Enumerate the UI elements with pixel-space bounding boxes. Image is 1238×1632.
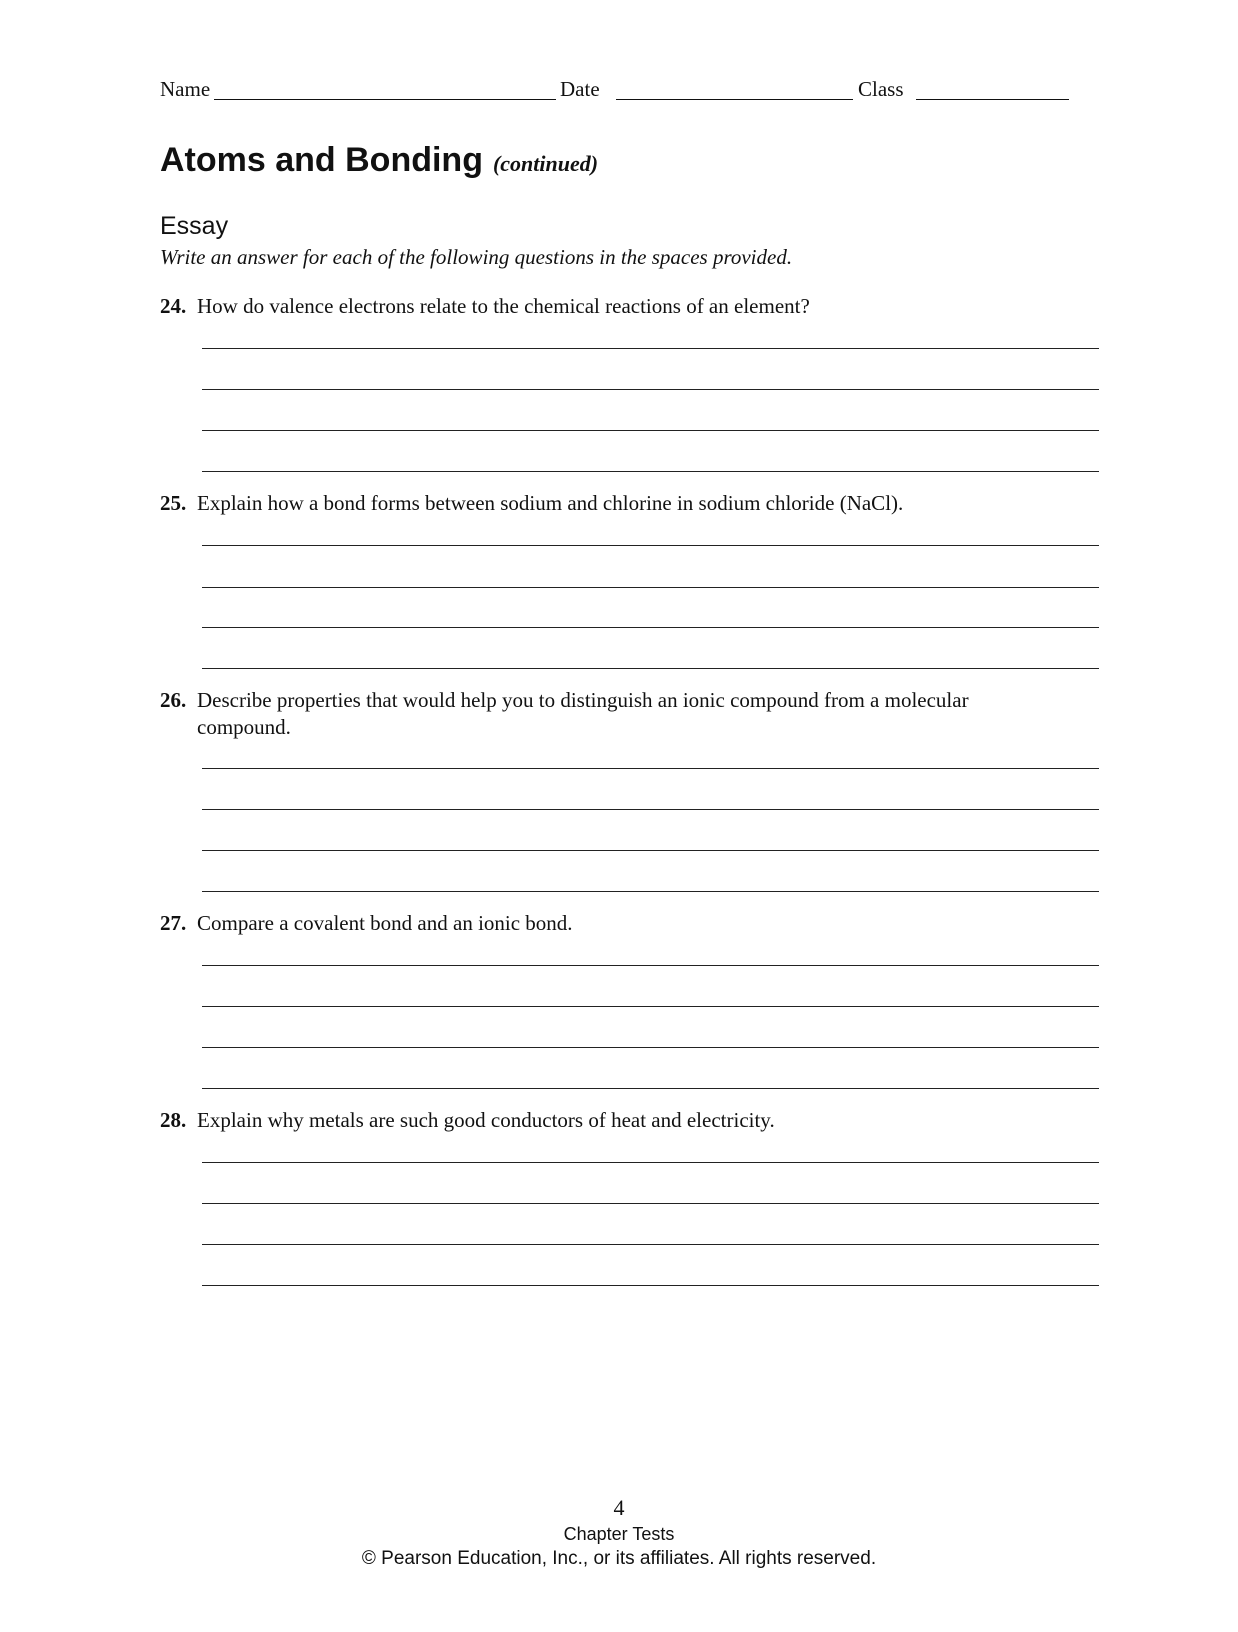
continued-label: (continued) xyxy=(492,151,599,176)
answer-line[interactable] xyxy=(202,891,1099,892)
answer-line[interactable] xyxy=(202,768,1099,769)
question-text: How do valence electrons relate to the chemical reactions of an element? xyxy=(197,294,810,318)
answer-line[interactable] xyxy=(202,1244,1099,1245)
question-text: Describe properties that would help you to distinguish an ionic compound from a molecular compound. xyxy=(197,688,969,739)
footer-section-title: Chapter Tests xyxy=(563,1524,675,1544)
copyright-notice: © Pearson Education, Inc., or its affiliates. All rights reserved. xyxy=(361,1548,877,1569)
answer-line[interactable] xyxy=(202,471,1099,472)
answer-line[interactable] xyxy=(202,668,1099,669)
question-number: 24. xyxy=(160,294,187,318)
answer-line[interactable] xyxy=(202,1203,1099,1204)
class-label: Class xyxy=(858,77,904,101)
answer-line[interactable] xyxy=(202,965,1099,966)
question-number: 28. xyxy=(160,1108,187,1132)
question-27 xyxy=(160,910,1060,937)
question-number: 27. xyxy=(160,911,187,935)
answer-line[interactable] xyxy=(202,1047,1099,1048)
answer-line[interactable] xyxy=(202,389,1099,390)
question-26 xyxy=(160,687,1060,741)
date-field[interactable] xyxy=(616,99,853,100)
page-title xyxy=(160,143,598,177)
question-number: 25. xyxy=(160,491,187,515)
answer-line[interactable] xyxy=(202,809,1099,810)
question-28 xyxy=(160,1107,1060,1134)
question-number: 26. xyxy=(160,688,187,712)
question-text: Explain how a bond forms between sodium and chlorine in sodium chloride (NaCl). xyxy=(197,491,904,515)
section-heading: Essay xyxy=(160,212,229,240)
answer-line[interactable] xyxy=(202,1006,1099,1007)
answer-line[interactable] xyxy=(202,587,1099,588)
name-field[interactable] xyxy=(214,99,556,100)
question-text: Explain why metals are such good conductors of heat and electricity. xyxy=(197,1108,775,1132)
name-label: Name xyxy=(160,77,211,101)
question-24 xyxy=(160,293,1060,320)
answer-line[interactable] xyxy=(202,545,1099,546)
answer-line[interactable] xyxy=(202,627,1099,628)
answer-line[interactable] xyxy=(202,1088,1099,1089)
question-text: Compare a covalent bond and an ionic bond. xyxy=(197,911,573,935)
answer-line[interactable] xyxy=(202,348,1099,349)
answer-line[interactable] xyxy=(202,850,1099,851)
class-field[interactable] xyxy=(916,99,1069,100)
question-25 xyxy=(160,490,1060,517)
page-number: 4 xyxy=(613,1495,625,1520)
instructions: Write an answer for each of the following questions in the spaces provided. xyxy=(160,245,793,269)
date-label: Date xyxy=(560,77,600,101)
page-title-text: Atoms and Bonding xyxy=(160,141,483,179)
answer-line[interactable] xyxy=(202,1162,1099,1163)
answer-line[interactable] xyxy=(202,1285,1099,1286)
answer-line[interactable] xyxy=(202,430,1099,431)
